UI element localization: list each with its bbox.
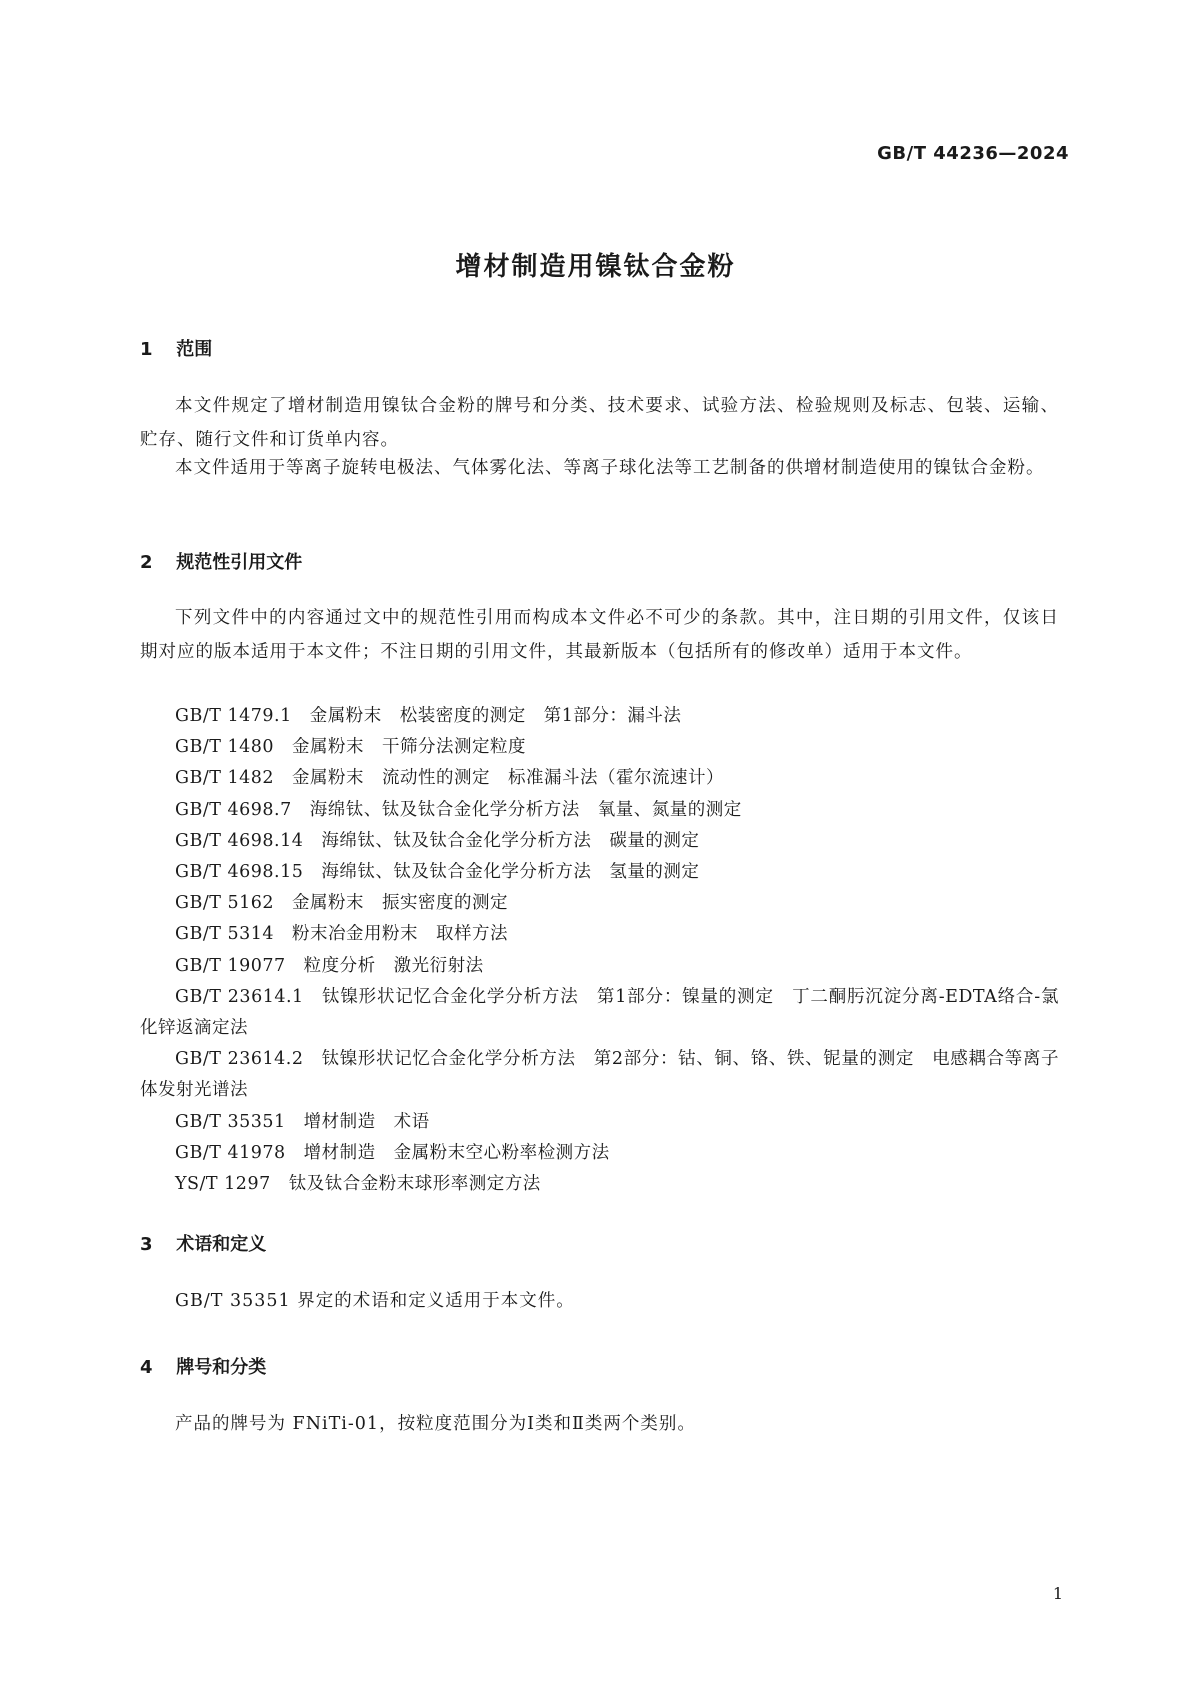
reference-list bbox=[140, 701, 1059, 1200]
reference-item bbox=[140, 1169, 1059, 1200]
reference-item bbox=[140, 763, 1059, 794]
reference-code: GB/T 41978 bbox=[175, 1142, 286, 1163]
reference-code: GB/T 1480 bbox=[175, 737, 275, 758]
reference-title: 增材制造 金属粉末空心粉率检测方法 bbox=[303, 1142, 610, 1163]
reference-item bbox=[140, 1107, 1059, 1138]
reference-title: 钛镍形状记忆合金化学分析方法 第2部分：钴、铜、铬、铁、铌量的测定 电感耦合等离子体发射光谱法 bbox=[140, 1049, 1059, 1101]
section-1-heading bbox=[140, 335, 212, 361]
reference-code: GB/T 19077 bbox=[175, 955, 286, 976]
section-3-paragraph: GB/T 35351 界定的术语和定义适用于本文件。 bbox=[175, 1291, 575, 1311]
section-2-heading bbox=[140, 548, 302, 574]
reference-code: GB/T 1479.1 bbox=[175, 706, 292, 726]
reference-item bbox=[140, 1138, 1059, 1169]
reference-title: 金属粉末 流动性的测定 标准漏斗法（霍尔流速计） bbox=[292, 768, 725, 789]
section-4-heading bbox=[140, 1353, 266, 1379]
reference-title: 粉末冶金用粉末 取样方法 bbox=[292, 924, 509, 945]
reference-code: GB/T 4698.7 bbox=[175, 799, 292, 820]
standard-code: GB/T 44236—2024 bbox=[877, 143, 1069, 164]
reference-code: GB/T 5314 bbox=[175, 924, 275, 945]
section-number: 3 bbox=[140, 1234, 153, 1255]
section-4-paragraph: 产品的牌号为 FNiTi-01，按粒度范围分为Ⅰ类和Ⅱ类两个类别。 bbox=[175, 1414, 696, 1434]
reference-title: 增材制造 术语 bbox=[303, 1111, 430, 1132]
section-number: 1 bbox=[140, 339, 153, 360]
reference-title: 钛及钛合金粉末球形率测定方法 bbox=[288, 1174, 541, 1195]
reference-title: 海绵钛、钛及钛合金化学分析方法 氢量的测定 bbox=[321, 862, 700, 883]
reference-item bbox=[140, 951, 1059, 982]
section-1-paragraph-1: 本文件规定了增材制造用镍钛合金粉的牌号和分类、技术要求、试验方法、检验规则及标志、包装、运输、贮存、随行文件和订货单内容。 bbox=[140, 396, 1059, 450]
reference-item bbox=[140, 919, 1059, 950]
reference-item bbox=[140, 1044, 1059, 1106]
reference-code: GB/T 23614.2 bbox=[175, 1049, 304, 1070]
reference-item bbox=[140, 982, 1059, 1044]
document-title: 增材制造用镍钛合金粉 bbox=[455, 252, 736, 282]
reference-code: GB/T 5162 bbox=[175, 893, 275, 914]
reference-item bbox=[140, 826, 1059, 857]
section-1-paragraph-2: 本文件适用于等离子旋转电极法、气体雾化法、等离子球化法等工艺制备的供增材制造使用的镍钛合金粉。 bbox=[175, 458, 1045, 478]
page-number: 1 bbox=[1052, 1584, 1063, 1603]
reference-item bbox=[140, 888, 1059, 919]
reference-title: 金属粉末 松装密度的测定 第1部分：漏斗法 bbox=[309, 706, 682, 726]
reference-item bbox=[140, 701, 1059, 732]
section-number: 2 bbox=[140, 552, 153, 573]
section-title: 范围 bbox=[176, 339, 213, 360]
reference-item bbox=[140, 795, 1059, 826]
reference-title: 金属粉末 振实密度的测定 bbox=[292, 893, 509, 914]
reference-code: GB/T 23614.1 bbox=[175, 986, 304, 1007]
reference-code: YS/T 1297 bbox=[175, 1174, 271, 1195]
reference-code: GB/T 4698.15 bbox=[175, 862, 304, 883]
reference-code: GB/T 1482 bbox=[175, 768, 275, 789]
reference-title: 金属粉末 干筛分法测定粒度 bbox=[292, 737, 527, 758]
reference-item bbox=[140, 732, 1059, 763]
section-2-intro: 下列文件中的内容通过文中的规范性引用而构成本文件必不可少的条款。其中，注日期的引用文件，仅该日期对应的版本适用于本文件；不注日期的引用文件，其最新版本（包括所有的修改单）适用于本文件。 bbox=[140, 608, 1059, 662]
reference-title: 粒度分析 激光衍射法 bbox=[303, 955, 484, 976]
section-title: 牌号和分类 bbox=[176, 1357, 267, 1378]
section-number: 4 bbox=[140, 1357, 153, 1378]
reference-title: 海绵钛、钛及钛合金化学分析方法 氧量、氮量的测定 bbox=[309, 799, 742, 820]
section-title: 规范性引用文件 bbox=[176, 552, 303, 573]
section-3-heading bbox=[140, 1230, 266, 1256]
reference-code: GB/T 4698.14 bbox=[175, 830, 304, 851]
reference-code: GB/T 35351 bbox=[175, 1111, 286, 1132]
reference-title: 钛镍形状记忆合金化学分析方法 第1部分：镍量的测定 丁二酮肟沉淀分离-EDTA络合-氯化锌返滴定法 bbox=[140, 986, 1059, 1039]
section-title: 术语和定义 bbox=[176, 1234, 267, 1255]
reference-item bbox=[140, 857, 1059, 888]
reference-title: 海绵钛、钛及钛合金化学分析方法 碳量的测定 bbox=[321, 830, 700, 851]
